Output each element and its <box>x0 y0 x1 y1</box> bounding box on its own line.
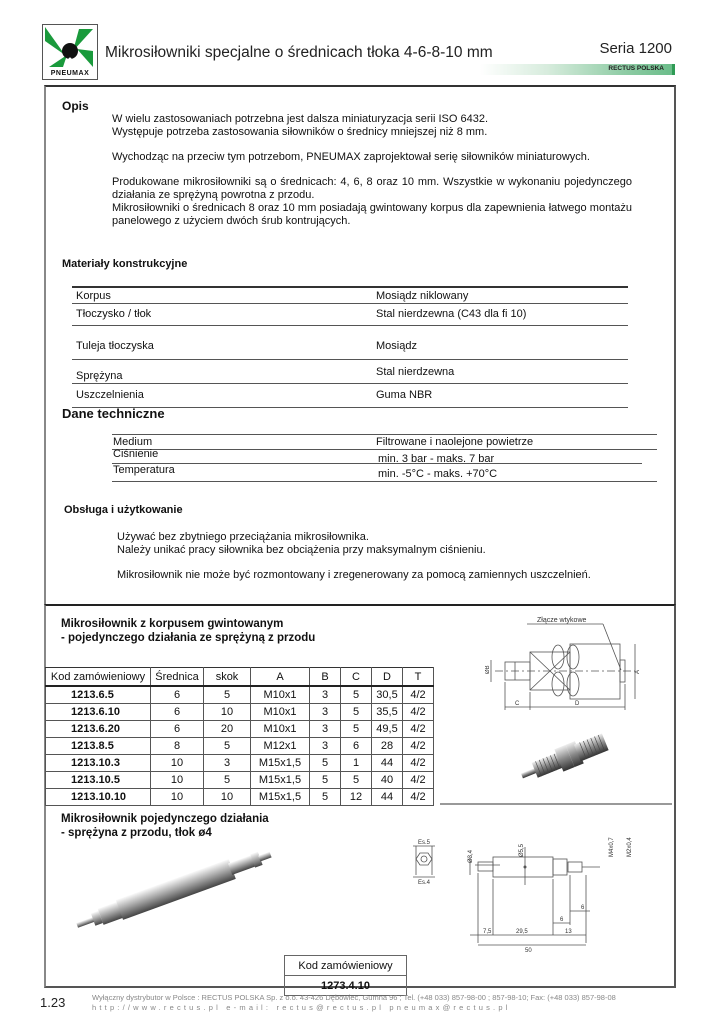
cell: 5 <box>310 789 341 806</box>
cell: 1 <box>341 755 372 772</box>
table-row <box>46 789 434 806</box>
col-header: Kod zamówieniowy <box>46 668 151 687</box>
dim-6a: 6 <box>560 917 564 923</box>
single-heading-line1: Mikrosiłownik pojedynczego działania <box>61 813 269 825</box>
col-header: skok <box>204 668 251 687</box>
dim-13: 13 <box>565 929 572 935</box>
cell: 4/2 <box>403 738 434 755</box>
series-label: Seria 1200 <box>599 40 672 57</box>
cell: 5 <box>204 772 251 789</box>
dim-6b: 6 <box>581 905 585 911</box>
distributor-label: RECTUS POLSKA <box>608 65 664 72</box>
cell: 5 <box>310 755 341 772</box>
order-code: 1213.6.5 <box>46 686 151 704</box>
cell: 4/2 <box>403 755 434 772</box>
table-header-row <box>285 956 407 976</box>
material-part: Tłoczysko / tłok <box>76 308 152 320</box>
cell: 10 <box>204 789 251 806</box>
divider <box>112 481 657 482</box>
cell: 44 <box>372 789 403 806</box>
cell: 5 <box>341 772 372 789</box>
opis-line: Mikrosiłowniki o średnicach 8 oraz 10 mm posiadają gwintowany korpus dla zapewnienia łatwego montażu panelowego z użyciem dwóch śrub kontrujących. <box>112 202 632 227</box>
usage-heading: Obsługa i użytkowanie <box>64 504 183 516</box>
dim-d34: Ø3,4 <box>468 849 474 863</box>
dim-m4: M4x0,7 <box>609 837 615 857</box>
tech-value: Filtrowane i naolejone powietrze <box>376 436 534 448</box>
dim-es4: Es.4 <box>418 880 431 886</box>
dim-es5: Es.5 <box>418 840 431 846</box>
table-row <box>46 772 434 789</box>
pneumax-logo <box>42 24 98 80</box>
cell: 10 <box>151 772 204 789</box>
divider <box>112 463 642 464</box>
single-heading-line2: - sprężyna z przodu, tłok ø4 <box>61 827 212 839</box>
cell: 3 <box>310 686 341 704</box>
dim-c-label: C <box>515 701 520 707</box>
cell: 40 <box>372 772 403 789</box>
cell: 6 <box>151 721 204 738</box>
cell: 44 <box>372 755 403 772</box>
dim-a-label: A <box>635 669 641 674</box>
logo-text: PNEUMAX <box>50 70 90 77</box>
threaded-heading-line2: - pojedynczego działania ze sprężyną z przodu <box>61 632 316 644</box>
order-code: 1213.10.3 <box>46 755 151 772</box>
cell: M15x1,5 <box>251 755 310 772</box>
cell: 4/2 <box>403 704 434 721</box>
tech-param: Temperatura <box>113 464 175 476</box>
tech-param: Medium <box>113 436 153 448</box>
opis-line: Występuje potrzeba zastosowania siłowników o średnicy mniejszej niż 8 mm. <box>112 126 488 138</box>
col-header: Średnica <box>151 668 204 687</box>
dim-7-5: 7,5 <box>483 929 492 935</box>
cell: M10x1 <box>251 721 310 738</box>
cell: M10x1 <box>251 704 310 721</box>
cell: 10 <box>151 789 204 806</box>
order-code: 1213.8.5 <box>46 738 151 755</box>
cell: 8 <box>151 738 204 755</box>
tech-param: Ciśnienie <box>113 448 159 460</box>
dim-m2: M2x0,4 <box>627 837 633 857</box>
divider <box>440 803 672 805</box>
divider <box>72 325 628 326</box>
material-part: Sprężyna <box>76 370 123 382</box>
pneumax-logo-icon <box>43 25 97 69</box>
cell: M10x1 <box>251 686 310 704</box>
col-header: D <box>372 668 403 687</box>
opis-line: Wychodząc na przeciw tym potrzebom, PNEUMAX zaprojektował serię siłowników miniaturowych. <box>112 151 590 163</box>
single-actuator-drawing <box>410 835 675 955</box>
cell: 3 <box>310 721 341 738</box>
table-row <box>46 755 434 772</box>
page-number: 1.23 <box>40 995 66 1010</box>
col-header: A <box>251 668 310 687</box>
cell: 5 <box>341 721 372 738</box>
dim-d-label: D <box>575 701 580 707</box>
cell: 3 <box>310 704 341 721</box>
opis-line: Produkowane mikrosiłowniki są o średnicach: 4, 6, 8 oraz 10 mm. Wszystkie w wykonaniu pojedynczego działania ze sprężyną powrotna z przodu. <box>112 176 632 201</box>
tech-value: min. 3 bar - maks. 7 bar <box>378 453 495 465</box>
col-header: Kod zamówieniowy <box>285 956 407 976</box>
threaded-order-table <box>45 667 434 806</box>
cell: 4/2 <box>403 721 434 738</box>
table-header-row <box>46 668 434 687</box>
usage-text <box>117 531 637 582</box>
dim-50: 50 <box>525 948 532 954</box>
material-value: Stal nierdzewna <box>376 366 455 378</box>
table-row <box>46 704 434 721</box>
cell: 6 <box>341 738 372 755</box>
opis-text <box>112 113 632 228</box>
order-code: 1213.10.10 <box>46 789 151 806</box>
technical-heading: Dane techniczne <box>62 406 165 421</box>
order-code: 1273.4.10 <box>285 976 407 996</box>
table-row <box>46 738 434 755</box>
cell: 5 <box>204 738 251 755</box>
cell: 35,5 <box>372 704 403 721</box>
col-header: C <box>341 668 372 687</box>
cell: M15x1,5 <box>251 772 310 789</box>
footer-address: Wyłączny dystrybutor w Polsce : RECTUS POLSKA Sp. z o.o. 43-426 Dębowiec, Gumna 96 ; Tel. (+48 033) 857-98-00 ; 857-98-10; Fax: (+48 033) 857-98-08 <box>92 993 616 1002</box>
threaded-actuator-photo <box>510 722 620 792</box>
divider <box>72 359 628 360</box>
usage-line: Używać bez zbytniego przeciążania mikrosiłownika. <box>117 531 369 543</box>
divider <box>72 303 628 304</box>
material-part: Tuleja tłoczyska <box>76 340 154 352</box>
divider <box>112 449 657 450</box>
cell: 10 <box>204 704 251 721</box>
cell: M15x1,5 <box>251 789 310 806</box>
order-code: 1213.6.20 <box>46 721 151 738</box>
threaded-heading-line1: Mikrosiłownik z korpusem gwintowanym <box>61 618 284 630</box>
threaded-heading <box>61 617 315 645</box>
divider <box>72 286 628 288</box>
divider <box>72 383 628 384</box>
dim-b-label: ØB <box>485 665 491 674</box>
col-header: T <box>403 668 434 687</box>
cell: 10 <box>151 755 204 772</box>
usage-line: Należy unikać pracy siłownika bez obciążenia przy maksymalnym ciśnieniu. <box>117 544 486 556</box>
cell: 12 <box>341 789 372 806</box>
cell: M12x1 <box>251 738 310 755</box>
cell: 5 <box>204 686 251 704</box>
material-value: Stal nierdzewna (C43 dla fi 10) <box>376 308 527 320</box>
cell: 3 <box>204 755 251 772</box>
order-code: 1213.6.10 <box>46 704 151 721</box>
threaded-actuator-drawing <box>485 612 675 712</box>
table-row <box>46 686 434 704</box>
dim-29-5: 29,5 <box>516 929 528 935</box>
cell: 49,5 <box>372 721 403 738</box>
cell: 30,5 <box>372 686 403 704</box>
cell: 4/2 <box>403 686 434 704</box>
material-value: Mosiądz <box>376 340 417 352</box>
material-value: Mosiądz niklowany <box>376 290 469 302</box>
material-part: Uszczelnienia <box>76 389 144 401</box>
tech-value: min. -5°C - maks. +70°C <box>378 468 498 480</box>
cell: 3 <box>310 738 341 755</box>
col-header: B <box>310 668 341 687</box>
cell: 4/2 <box>403 772 434 789</box>
usage-line: Mikrosiłownik nie może być rozmontowany i zregenerowany za pomocą zamiennych uszczelnień. <box>117 569 591 581</box>
material-value: Guma NBR <box>376 389 433 401</box>
cell: 5 <box>341 686 372 704</box>
page-title: Mikrosiłowniki specjalne o średnicach tłoka 4-6-8-10 mm <box>105 44 493 61</box>
single-heading <box>61 812 269 840</box>
divider <box>112 434 657 435</box>
cell: 5 <box>341 704 372 721</box>
cell: 28 <box>372 738 403 755</box>
opis-line: W wielu zastosowaniach potrzebna jest dalsza miniaturyzacja serii ISO 6432. <box>112 113 489 125</box>
connector-label: Złącze wtykowe <box>537 617 587 624</box>
table-row <box>46 721 434 738</box>
cell: 5 <box>310 772 341 789</box>
cell: 4/2 <box>403 789 434 806</box>
single-order-table <box>284 955 407 996</box>
footer-contacts: http://www.rectus.pl e-mail: rectus@rectus.pl pneumax@rectus.pl <box>92 1003 511 1012</box>
dim-d55: Ø5,5 <box>519 843 525 857</box>
cell: 20 <box>204 721 251 738</box>
cell: 6 <box>151 686 204 704</box>
single-actuator-photo <box>66 850 286 930</box>
cell: 6 <box>151 704 204 721</box>
materials-heading: Materiały konstrukcyjne <box>62 258 188 270</box>
order-code: 1213.10.5 <box>46 772 151 789</box>
opis-heading: Opis <box>62 99 89 113</box>
material-part: Korpus <box>76 290 111 302</box>
distributor-band <box>480 64 675 75</box>
